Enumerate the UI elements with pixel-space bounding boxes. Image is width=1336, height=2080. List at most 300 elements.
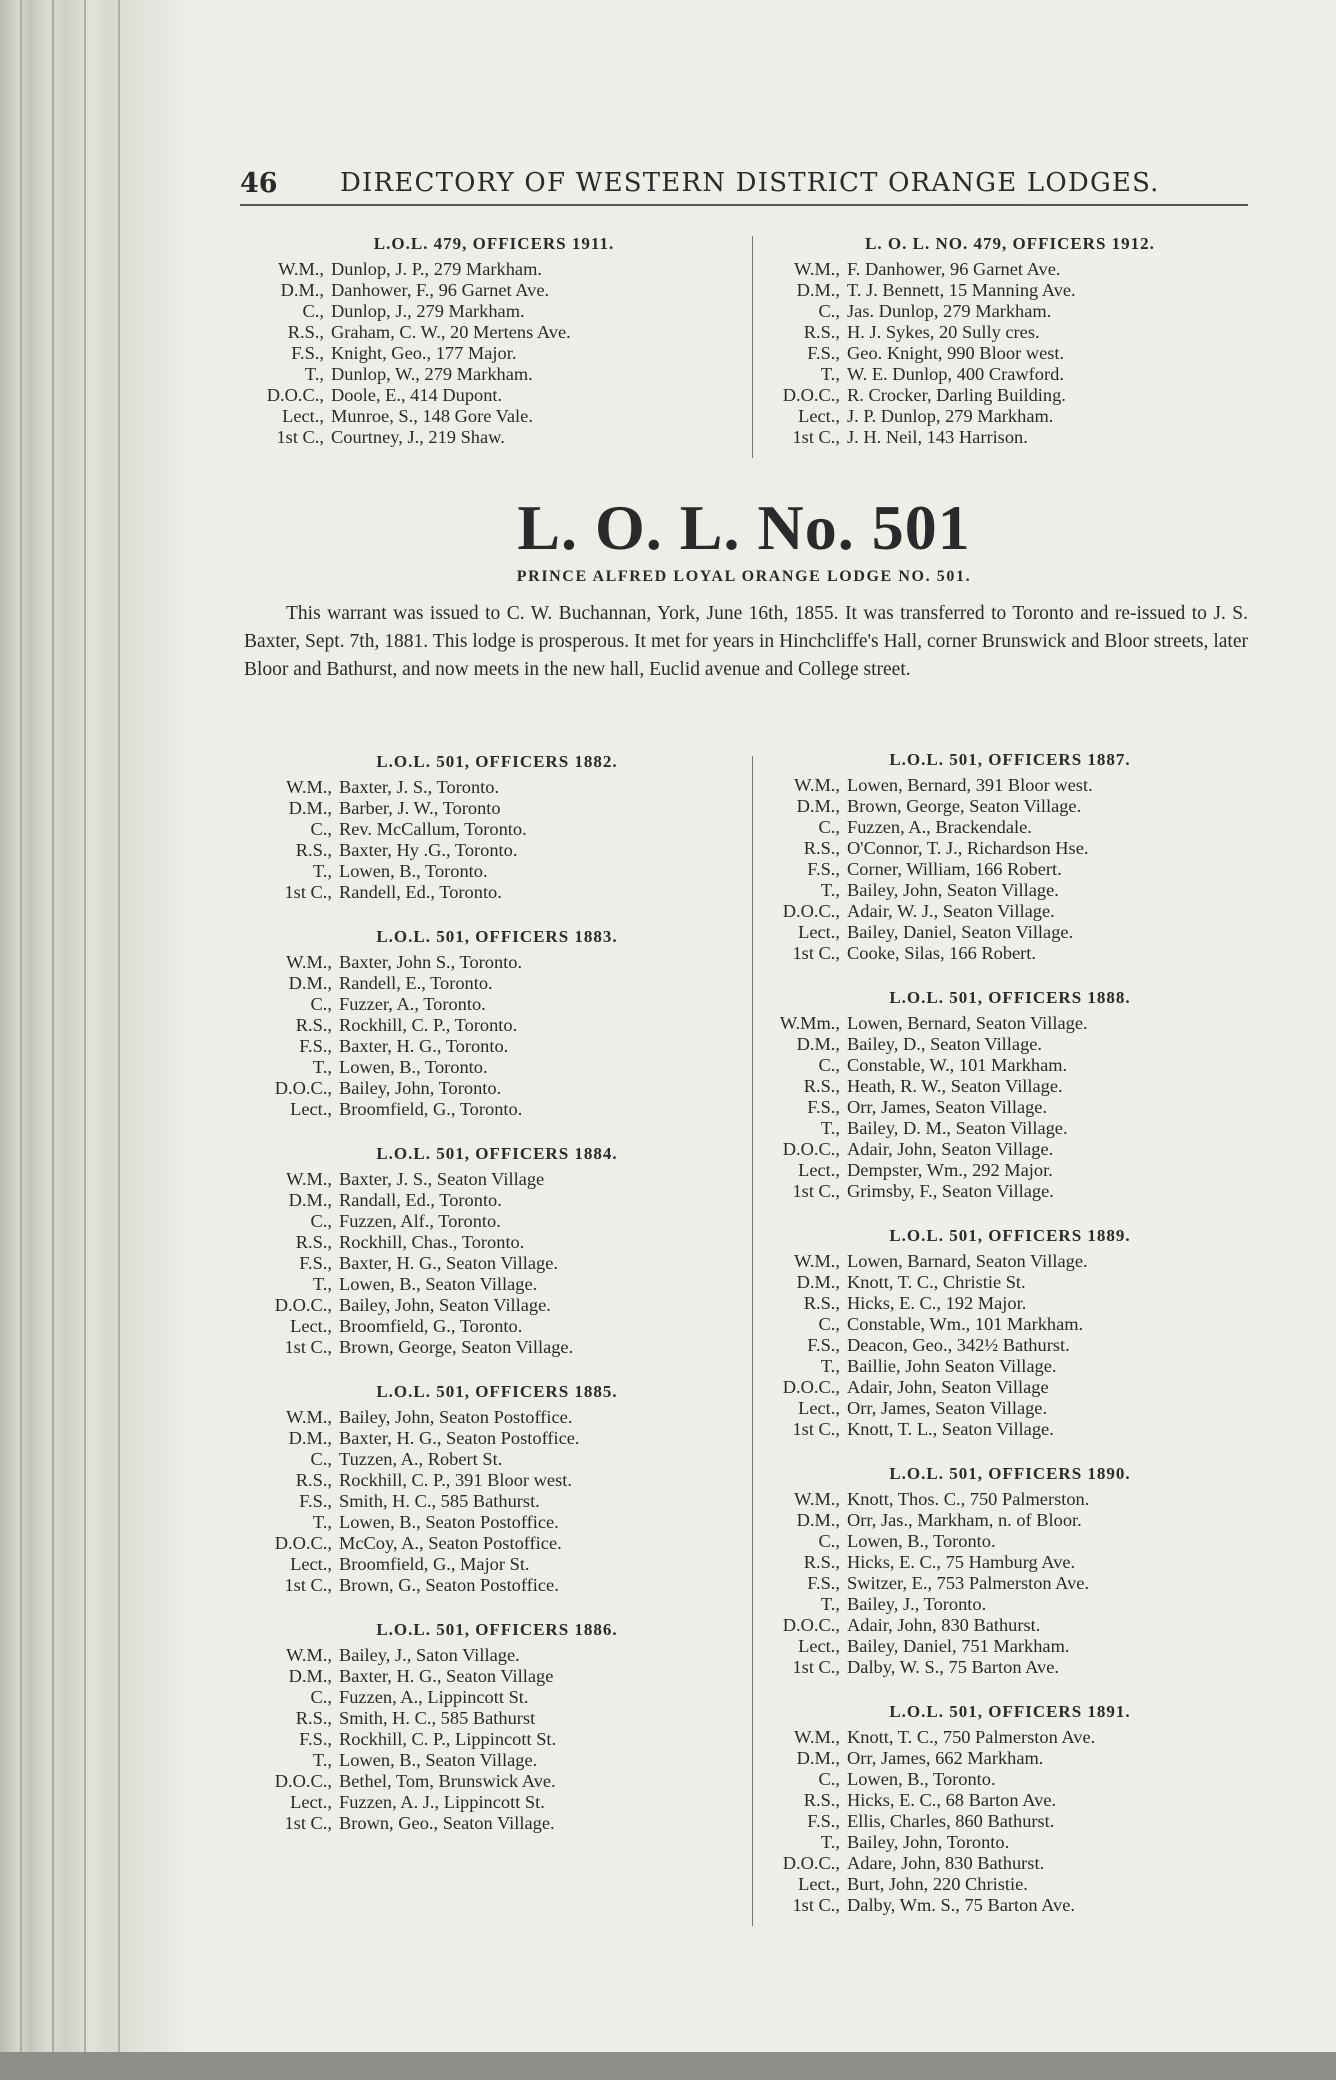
officer-entry: Fuzzen, A. J., Lippincott St. — [339, 1792, 545, 1812]
officer-row — [760, 901, 1260, 922]
officer-row — [252, 777, 742, 798]
officer-row — [760, 1398, 1260, 1419]
officer-role: Lect., — [798, 1636, 840, 1656]
officer-role: D.O.C., — [782, 385, 840, 405]
officer-role: D.M., — [288, 1666, 332, 1686]
officer-entry: Adair, W. J., Seaton Village. — [847, 901, 1055, 921]
officer-entry: Rockhill, Chas., Toronto. — [339, 1232, 525, 1252]
officer-row — [760, 1377, 1260, 1398]
officers-1912-block — [760, 234, 1260, 472]
officer-row — [760, 1076, 1260, 1097]
officer-row — [760, 1510, 1260, 1531]
officer-role: D.M., — [288, 1190, 332, 1210]
officer-row — [760, 1314, 1260, 1335]
officer-row — [760, 1552, 1260, 1573]
officer-role: C., — [818, 1055, 840, 1075]
officer-row — [252, 1666, 742, 1687]
officer-role: W.M., — [286, 952, 332, 972]
officer-role: T., — [312, 861, 332, 881]
officer-entry: Fuzzer, A., Toronto. — [339, 994, 486, 1014]
officer-row — [252, 1190, 742, 1211]
officer-row — [760, 1832, 1260, 1853]
officer-role: D.O.C., — [782, 1377, 840, 1397]
officer-role: T., — [312, 1750, 332, 1770]
officer-entry: Dunlop, W., 279 Markham. — [331, 364, 533, 384]
officer-row — [760, 1769, 1260, 1790]
officer-role: 1st C., — [792, 1895, 840, 1915]
officer-row — [760, 796, 1260, 817]
officer-row — [252, 1813, 742, 1834]
officer-row — [252, 1295, 742, 1316]
officer-row — [760, 1013, 1260, 1034]
officer-entry: McCoy, A., Seaton Postoffice. — [339, 1533, 562, 1553]
officer-role: R.S., — [803, 1552, 840, 1572]
officer-entry: Baxter, H. G., Seaton Village. — [339, 1253, 558, 1273]
officer-entry: J. H. Neil, 143 Harrison. — [847, 427, 1028, 447]
officer-row — [760, 1118, 1260, 1139]
officer-entry: Dunlop, J., 279 Markham. — [331, 301, 525, 321]
officer-role: R.S., — [803, 1293, 840, 1313]
officers-block — [252, 927, 742, 1120]
officer-role: W.M., — [278, 259, 324, 279]
officer-role: Lect., — [798, 406, 840, 426]
officer-row — [760, 322, 1260, 343]
block-title: L.O.L. 501, OFFICERS 1891. — [889, 1702, 1131, 1721]
officer-row — [760, 775, 1260, 796]
officer-entry: T. J. Bennett, 15 Manning Ave. — [847, 280, 1076, 300]
officer-entry: Hicks, E. C., 192 Major. — [847, 1293, 1027, 1313]
officer-role: C., — [818, 1769, 840, 1789]
officer-entry: Knott, T. C., 750 Palmerston Ave. — [847, 1727, 1096, 1747]
officer-row — [252, 1729, 742, 1750]
officer-row — [252, 1750, 742, 1771]
officer-entry: Bailey, John, Seaton Village. — [847, 880, 1059, 900]
officer-entry: Lowen, B., Toronto. — [339, 861, 488, 881]
scan-bottom-strip — [0, 2052, 1336, 2080]
officer-role: C., — [818, 817, 840, 837]
officer-entry: Graham, C. W., 20 Mertens Ave. — [331, 322, 571, 342]
officer-entry: Grimsby, F., Seaton Village. — [847, 1181, 1054, 1201]
officer-row — [252, 1687, 742, 1708]
officer-entry: Knott, T. C., Christie St. — [847, 1272, 1026, 1292]
officer-role: W.M., — [794, 1727, 840, 1747]
officer-row — [252, 994, 742, 1015]
officer-row — [252, 1533, 742, 1554]
officer-entry: Cooke, Silas, 166 Robert. — [847, 943, 1037, 963]
officer-entry: Lowen, B., Toronto. — [847, 1531, 996, 1551]
officer-role: C., — [310, 994, 332, 1014]
officer-entry: H. J. Sykes, 20 Sully cres. — [847, 322, 1040, 342]
officer-entry: R. Crocker, Darling Building. — [847, 385, 1066, 405]
officers-1911-block — [244, 234, 744, 472]
officer-role: T., — [304, 364, 324, 384]
officer-row — [760, 1615, 1260, 1636]
officer-role: T., — [820, 364, 840, 384]
officer-role: F.S., — [807, 1811, 840, 1831]
officer-entry: Munroe, S., 148 Gore Vale. — [331, 406, 533, 426]
officer-row — [252, 1232, 742, 1253]
officer-role: Lect., — [290, 1554, 332, 1574]
officer-row — [760, 1895, 1260, 1916]
officer-role: Lect., — [290, 1792, 332, 1812]
officer-entry: Knott, Thos. C., 750 Palmerston. — [847, 1489, 1090, 1509]
officer-role: W.M., — [794, 259, 840, 279]
officer-role: T., — [820, 1118, 840, 1138]
officer-entry: Jas. Dunlop, 279 Markham. — [847, 301, 1052, 321]
officer-entry: Adair, John, Seaton Village — [847, 1377, 1049, 1397]
officer-role: C., — [310, 1687, 332, 1707]
officer-entry: Knight, Geo., 177 Major. — [331, 343, 517, 363]
officers-block — [760, 1464, 1260, 1678]
officer-row — [760, 1335, 1260, 1356]
officer-entry: Baillie, John Seaton Village. — [847, 1356, 1057, 1376]
officer-row — [760, 859, 1260, 880]
officer-row — [760, 1636, 1260, 1657]
officer-row — [760, 943, 1260, 964]
officer-role: W.M., — [286, 1169, 332, 1189]
officer-entry: Knott, T. L., Seaton Village. — [847, 1419, 1054, 1439]
officer-role: W.M., — [286, 1645, 332, 1665]
officer-role: D.M., — [796, 796, 840, 816]
officer-row — [252, 973, 742, 994]
page-stack-edge — [0, 0, 150, 2080]
officer-row — [760, 385, 1260, 406]
officer-row — [252, 1078, 742, 1099]
officer-role: Lect., — [798, 1398, 840, 1418]
officer-row — [252, 1169, 742, 1190]
officer-role: W.Mm., — [779, 1013, 840, 1033]
officers-block — [760, 234, 1260, 448]
officer-entry: Lowen, Bernard, 391 Bloor west. — [847, 775, 1093, 795]
officer-entry: Baxter, J. S., Toronto. — [339, 777, 500, 797]
officer-row — [252, 1470, 742, 1491]
column-divider-main — [752, 756, 753, 1926]
officer-row — [244, 301, 744, 322]
officer-role: F.S., — [807, 343, 840, 363]
officer-role: R.S., — [803, 1790, 840, 1810]
officer-role: C., — [302, 301, 324, 321]
officer-role: 1st C., — [284, 1337, 332, 1357]
officer-role: 1st C., — [792, 427, 840, 447]
officer-entry: Ellis, Charles, 860 Bathurst. — [847, 1811, 1055, 1831]
officer-row — [252, 1036, 742, 1057]
officer-row — [252, 1099, 742, 1120]
officer-role: T., — [820, 1356, 840, 1376]
officer-role: D.O.C., — [782, 1853, 840, 1873]
officer-row — [252, 1274, 742, 1295]
officer-role: D.M., — [280, 280, 324, 300]
officer-row — [252, 1554, 742, 1575]
officer-row — [252, 1015, 742, 1036]
officer-entry: Bailey, John, Toronto. — [339, 1078, 502, 1098]
block-title: L.O.L. 501, OFFICERS 1883. — [376, 927, 618, 946]
officer-entry: Lowen, Bernard, Seaton Village. — [847, 1013, 1088, 1033]
officer-role: Lect., — [290, 1099, 332, 1119]
officer-entry: Baxter, H. G., Toronto. — [339, 1036, 509, 1056]
officer-entry: Smith, H. C., 585 Bathurst. — [339, 1491, 540, 1511]
officer-role: C., — [818, 301, 840, 321]
officers-block — [244, 234, 744, 448]
officer-row — [252, 1057, 742, 1078]
officer-entry: Broomfield, G., Toronto. — [339, 1316, 523, 1336]
left-officer-column — [252, 752, 742, 1858]
officer-row — [252, 1211, 742, 1232]
officer-row — [760, 301, 1260, 322]
officer-role: D.M., — [796, 1034, 840, 1054]
officer-entry: Bailey, John, Seaton Village. — [339, 1295, 551, 1315]
officer-row — [252, 1491, 742, 1512]
officer-role: D.O.C., — [274, 1295, 332, 1315]
officer-entry: Bailey, Daniel, Seaton Village. — [847, 922, 1074, 942]
block-title: L. O. L. NO. 479, OFFICERS 1912. — [865, 234, 1155, 253]
officer-entry: Baxter, John S., Toronto. — [339, 952, 523, 972]
officer-role: F.S., — [299, 1253, 332, 1273]
officer-row — [760, 838, 1260, 859]
officer-entry: Orr, Jas., Markham, n. of Bloor. — [847, 1510, 1082, 1530]
officer-row — [252, 861, 742, 882]
officer-row — [760, 1657, 1260, 1678]
officer-row — [760, 1293, 1260, 1314]
officers-block — [252, 1382, 742, 1596]
officer-role: F.S., — [807, 1573, 840, 1593]
officer-role: 1st C., — [284, 1813, 332, 1833]
officer-role: 1st C., — [792, 943, 840, 963]
officer-role: W.M., — [794, 1251, 840, 1271]
lodge-history-paragraph: This warrant was issued to C. W. Buchannan, York, June 16th, 1855. It was transferred to Toronto and re-issued to J. S. Baxter, Sept. 7th, 1881. This lodge is prosperous. It met for years in Hinchcliffe's Hall, corner Brunswick and Bloor streets, later Bloor and Bathurst, and now meets in the new hall, Euclid avenue and College street. — [244, 603, 1248, 680]
block-title: L.O.L. 501, OFFICERS 1888. — [889, 988, 1131, 1007]
officer-entry: Courtney, J., 219 Shaw. — [331, 427, 505, 447]
officer-entry: Bethel, Tom, Brunswick Ave. — [339, 1771, 556, 1791]
officer-role: D.M., — [796, 280, 840, 300]
officer-row — [760, 364, 1260, 385]
running-title: DIRECTORY OF WESTERN DISTRICT ORANGE LODGES. — [340, 168, 1160, 198]
officer-role: R.S., — [803, 838, 840, 858]
officer-role: T., — [312, 1512, 332, 1532]
officers-block — [760, 988, 1260, 1202]
officer-entry: Dunlop, J. P., 279 Markham. — [331, 259, 542, 279]
officer-row — [760, 1097, 1260, 1118]
officer-entry: Dalby, W. S., 75 Barton Ave. — [847, 1657, 1059, 1677]
officer-row — [760, 1573, 1260, 1594]
officer-role: R.S., — [287, 322, 324, 342]
officer-row — [252, 1792, 742, 1813]
officer-entry: Baxter, H. G., Seaton Village — [339, 1666, 554, 1686]
officer-role: D.M., — [796, 1748, 840, 1768]
officer-row — [252, 1449, 742, 1470]
officer-entry: Deacon, Geo., 342½ Bathurst. — [847, 1335, 1070, 1355]
officers-block — [252, 1620, 742, 1834]
officer-role: 1st C., — [792, 1181, 840, 1201]
officer-role: T., — [312, 1057, 332, 1077]
officers-block — [252, 752, 742, 903]
officer-role: F.S., — [807, 1097, 840, 1117]
officer-entry: Bailey, John, Seaton Postoffice. — [339, 1407, 573, 1427]
officer-role: R.S., — [803, 1076, 840, 1096]
officer-role: T., — [820, 1594, 840, 1614]
officer-entry: Bailey, J., Toronto. — [847, 1594, 987, 1614]
officer-row — [760, 880, 1260, 901]
officer-entry: Geo. Knight, 990 Bloor west. — [847, 343, 1065, 363]
officer-row — [760, 1748, 1260, 1769]
officer-row — [760, 1272, 1260, 1293]
officer-role: W.M., — [794, 1489, 840, 1509]
officer-entry: Randell, Ed., Toronto. — [339, 882, 502, 902]
officer-role: R.S., — [295, 1232, 332, 1252]
officer-row — [244, 280, 744, 301]
officer-entry: Dempster, Wm., 292 Major. — [847, 1160, 1053, 1180]
officer-entry: Broomfield, G., Toronto. — [339, 1099, 523, 1119]
officer-entry: Orr, James, Seaton Village. — [847, 1097, 1048, 1117]
officer-role: D.M., — [288, 1428, 332, 1448]
officer-entry: Lowen, Barnard, Seaton Village. — [847, 1251, 1088, 1271]
block-title: L.O.L. 501, OFFICERS 1884. — [376, 1144, 618, 1163]
officer-role: F.S., — [291, 343, 324, 363]
officer-role: D.M., — [796, 1510, 840, 1530]
officer-role: D.O.C., — [782, 1615, 840, 1635]
officer-entry: J. P. Dunlop, 279 Markham. — [847, 406, 1054, 426]
officer-entry: Lowen, B., Toronto. — [339, 1057, 488, 1077]
officer-row — [252, 1316, 742, 1337]
officer-entry: Barber, J. W., Toronto — [339, 798, 501, 818]
officer-entry: Lowen, B., Seaton Village. — [339, 1750, 538, 1770]
officer-role: C., — [310, 819, 332, 839]
officer-entry: Rev. McCallum, Toronto. — [339, 819, 527, 839]
officer-row — [760, 1853, 1260, 1874]
officer-entry: Baxter, Hy .G., Toronto. — [339, 840, 518, 860]
officer-row — [760, 1055, 1260, 1076]
officer-role: D.O.C., — [274, 1533, 332, 1553]
block-title: L.O.L. 479, OFFICERS 1911. — [373, 234, 615, 253]
officer-entry: Rockhill, C. P., 391 Bloor west. — [339, 1470, 572, 1490]
officer-row — [252, 819, 742, 840]
lodge-heading: L. O. L. No. 501 — [517, 492, 971, 563]
officer-role: F.S., — [807, 859, 840, 879]
officer-role: Lect., — [798, 1874, 840, 1894]
officer-row — [760, 1139, 1260, 1160]
officer-role: T., — [820, 1832, 840, 1852]
officer-row — [760, 1160, 1260, 1181]
officer-entry: Adair, John, Seaton Village. — [847, 1139, 1054, 1159]
officer-role: D.M., — [288, 973, 332, 993]
officer-role: F.S., — [299, 1491, 332, 1511]
officer-row — [760, 259, 1260, 280]
officer-row — [252, 840, 742, 861]
officer-entry: Brown, George, Seaton Village. — [847, 796, 1082, 816]
officer-entry: Fuzzen, Alf., Toronto. — [339, 1211, 501, 1231]
officer-row — [252, 1512, 742, 1533]
officer-entry: Doole, E., 414 Dupont. — [331, 385, 503, 405]
officer-row — [760, 1181, 1260, 1202]
officer-entry: Rockhill, C. P., Toronto. — [339, 1015, 518, 1035]
officer-row — [760, 1531, 1260, 1552]
officers-block — [252, 1144, 742, 1358]
officer-row — [244, 427, 744, 448]
officer-role: F.S., — [807, 1335, 840, 1355]
officer-role: D.O.C., — [266, 385, 324, 405]
officer-row — [760, 1790, 1260, 1811]
officer-entry: W. E. Dunlop, 400 Crawford. — [847, 364, 1064, 384]
officer-role: D.O.C., — [274, 1078, 332, 1098]
officer-role: 1st C., — [792, 1657, 840, 1677]
officer-row — [252, 1575, 742, 1596]
officer-entry: F. Danhower, 96 Garnet Ave. — [847, 259, 1061, 279]
officer-role: 1st C., — [276, 427, 324, 447]
officer-row — [760, 922, 1260, 943]
officer-entry: Danhower, F., 96 Garnet Ave. — [331, 280, 550, 300]
officer-entry: Dalby, Wm. S., 75 Barton Ave. — [847, 1895, 1075, 1915]
officer-row — [252, 1407, 742, 1428]
officer-entry: Hicks, E. C., 68 Barton Ave. — [847, 1790, 1057, 1810]
officer-entry: O'Connor, T. J., Richardson Hse. — [847, 838, 1089, 858]
officers-block — [760, 1226, 1260, 1440]
officer-role: R.S., — [803, 322, 840, 342]
officer-entry: Bailey, D. M., Seaton Village. — [847, 1118, 1068, 1138]
officer-row — [760, 343, 1260, 364]
officer-entry: Corner, William, 166 Robert. — [847, 859, 1062, 879]
officer-row — [760, 1251, 1260, 1272]
officer-role: C., — [310, 1211, 332, 1231]
officer-row — [252, 882, 742, 903]
officer-row — [760, 1811, 1260, 1832]
block-title: L.O.L. 501, OFFICERS 1889. — [889, 1226, 1131, 1245]
officer-role: C., — [310, 1449, 332, 1469]
officer-role: Lect., — [798, 1160, 840, 1180]
officer-entry: Adair, John, 830 Bathurst. — [847, 1615, 1041, 1635]
officer-row — [244, 364, 744, 385]
officer-row — [252, 952, 742, 973]
officer-entry: Baxter, J. S., Seaton Village — [339, 1169, 545, 1189]
page-number: 46 — [240, 168, 278, 199]
right-officer-column — [760, 750, 1260, 1940]
officer-row — [252, 1428, 742, 1449]
officer-entry: Burt, John, 220 Christie. — [847, 1874, 1028, 1894]
officer-role: T., — [312, 1274, 332, 1294]
officer-entry: Switzer, E., 753 Palmerston Ave. — [847, 1573, 1090, 1593]
officer-row — [760, 1727, 1260, 1748]
officer-row — [244, 385, 744, 406]
officer-row — [760, 427, 1260, 448]
officer-entry: Lowen, B., Toronto. — [847, 1769, 996, 1789]
officer-entry: Broomfield, G., Major St. — [339, 1554, 530, 1574]
block-title: L.O.L. 501, OFFICERS 1882. — [376, 752, 618, 771]
officer-role: D.M., — [288, 798, 332, 818]
officer-row — [244, 343, 744, 364]
officer-entry: Brown, George, Seaton Village. — [339, 1337, 574, 1357]
officer-role: R.S., — [295, 1708, 332, 1728]
officer-entry: Adare, John, 830 Bathurst. — [847, 1853, 1045, 1873]
officer-entry: Tuzzen, A., Robert St. — [339, 1449, 503, 1469]
officer-entry: Orr, James, 662 Markham. — [847, 1748, 1044, 1768]
officer-entry: Constable, Wm., 101 Markham. — [847, 1314, 1084, 1334]
officer-role: R.S., — [295, 1015, 332, 1035]
column-divider-top — [752, 236, 753, 458]
officer-row — [760, 817, 1260, 838]
officer-row — [252, 1708, 742, 1729]
officer-role: C., — [818, 1314, 840, 1334]
officer-role: 1st C., — [284, 1575, 332, 1595]
officer-role: R.S., — [295, 840, 332, 860]
officer-entry: Bailey, John, Toronto. — [847, 1832, 1010, 1852]
officer-role: D.M., — [796, 1272, 840, 1292]
block-title: L.O.L. 501, OFFICERS 1890. — [889, 1464, 1131, 1483]
officer-entry: Smith, H. C., 585 Bathurst — [339, 1708, 536, 1728]
officer-entry: Constable, W., 101 Markham. — [847, 1055, 1068, 1075]
block-title: L.O.L. 501, OFFICERS 1887. — [889, 750, 1131, 769]
officer-row — [760, 1356, 1260, 1377]
officer-role: W.M., — [794, 775, 840, 795]
officer-role: D.O.C., — [782, 901, 840, 921]
officer-row — [760, 406, 1260, 427]
